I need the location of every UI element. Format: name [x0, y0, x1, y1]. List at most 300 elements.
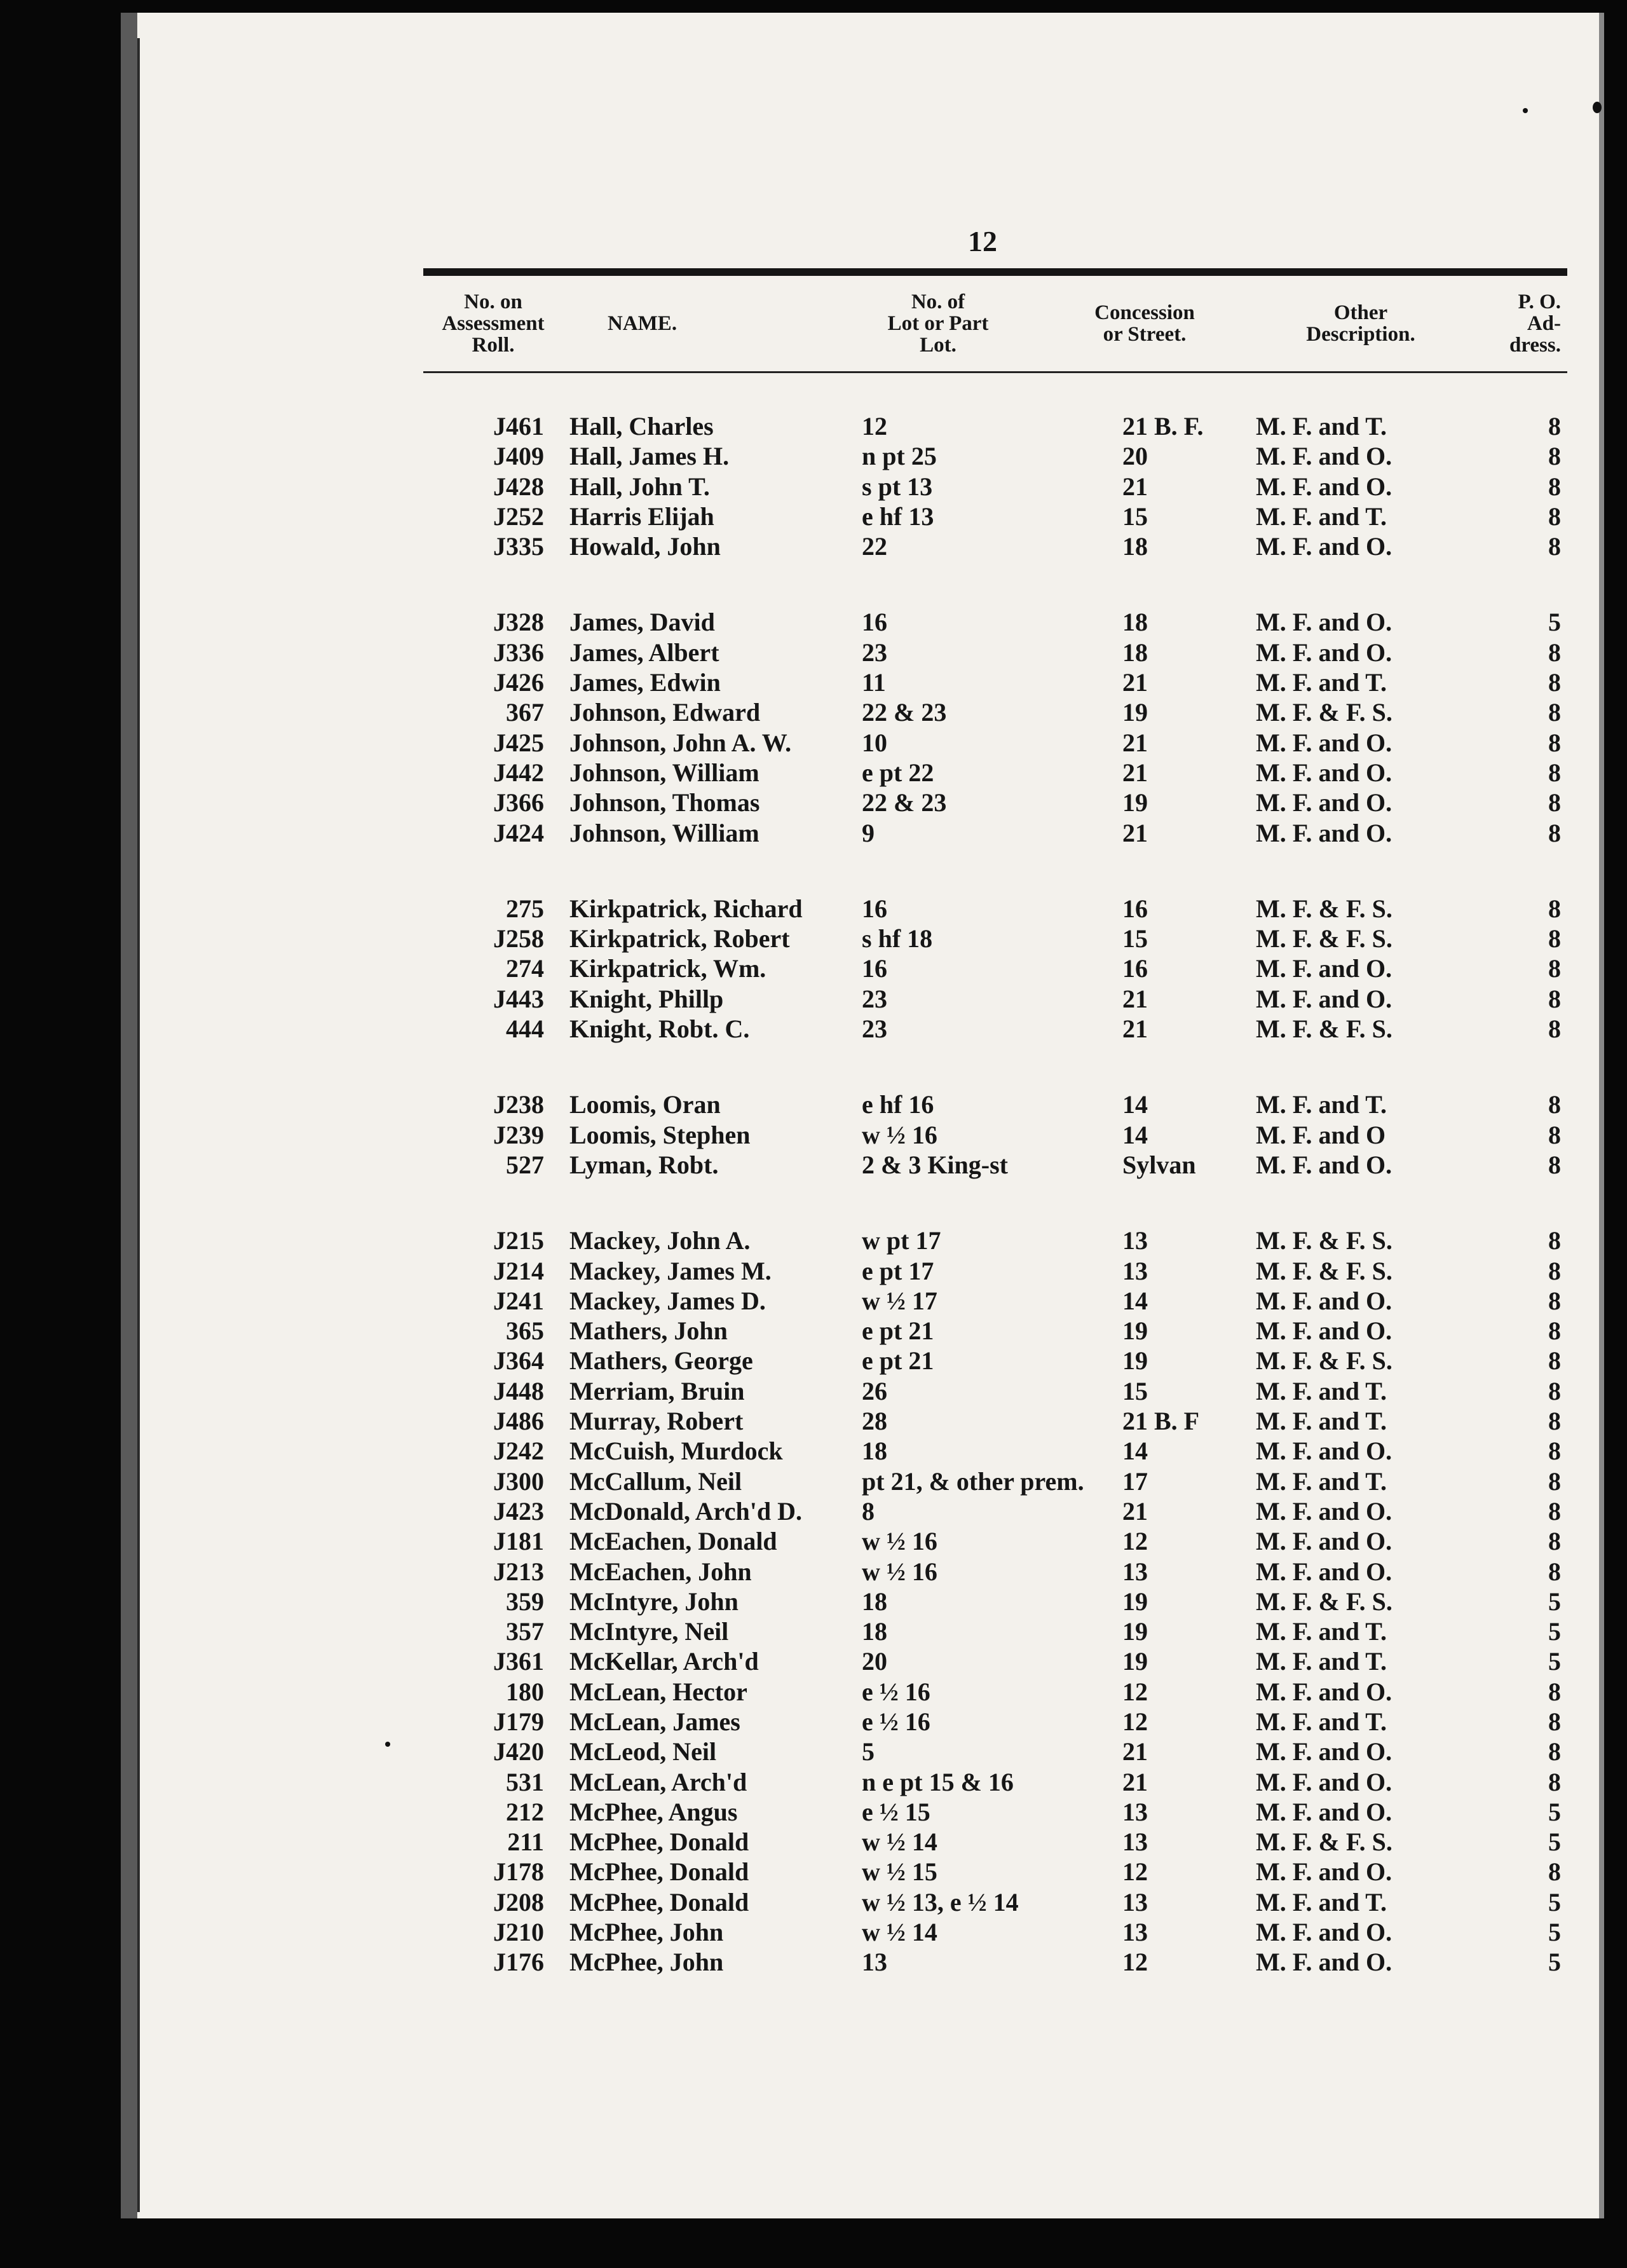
other-description: M. F. and T.: [1256, 412, 1387, 441]
table-row: [423, 1767, 1567, 1797]
other-description: M. F. & F. S.: [1256, 1346, 1392, 1376]
table-row: [423, 1014, 1567, 1044]
document-page: [121, 13, 1604, 2218]
concession: 21: [1122, 818, 1148, 847]
concession: 21 B. F: [1122, 1407, 1200, 1436]
lot-number: e pt 21: [862, 1346, 934, 1376]
po-address: 5: [1548, 1827, 1561, 1857]
concession: 13: [1122, 1256, 1148, 1285]
lot-number: 22 & 23: [862, 698, 947, 727]
owner-name: McCuish, Murdock: [569, 1437, 783, 1466]
roll-number: J178: [493, 1857, 544, 1887]
owner-name: Mathers, George: [569, 1346, 753, 1376]
other-description: M. F. and O: [1256, 1120, 1386, 1149]
lot-number: w ½ 13, e ½ 14: [862, 1887, 1019, 1916]
roll-number: J420: [493, 1737, 544, 1766]
header-name: NAME.: [608, 312, 677, 335]
po-address: 5: [1548, 1617, 1561, 1646]
owner-name: Johnson, William: [569, 758, 759, 787]
concession: 12: [1122, 1857, 1148, 1887]
table-row: [423, 758, 1567, 788]
other-description: M. F. and O.: [1256, 1918, 1392, 1947]
po-address: 8: [1548, 1346, 1561, 1376]
table-row: [423, 441, 1567, 471]
roll-number: J366: [493, 788, 544, 817]
owner-name: McIntyre, Neil: [569, 1617, 729, 1646]
roll-number: 365: [506, 1316, 544, 1346]
table-body: [423, 411, 1567, 1978]
table-row: [423, 924, 1567, 953]
roll-number: 180: [506, 1677, 544, 1706]
lot-number: w ½ 14: [862, 1918, 937, 1947]
other-description: M. F. and O.: [1256, 1527, 1392, 1556]
po-address: 5: [1548, 1918, 1561, 1947]
po-address: 8: [1548, 1014, 1561, 1044]
table-row: [423, 1150, 1567, 1180]
letter-group: [423, 894, 1567, 1044]
roll-number: J361: [493, 1647, 544, 1676]
lot-number: n e pt 15 & 16: [862, 1767, 1014, 1796]
roll-number: J238: [493, 1090, 544, 1119]
concession: 21: [1122, 728, 1148, 757]
other-description: M. F. and O.: [1256, 1797, 1392, 1826]
concession: 21 B. F.: [1122, 412, 1204, 441]
concession: 13: [1122, 1887, 1148, 1916]
po-address: 8: [1548, 698, 1561, 727]
concession: 18: [1122, 638, 1148, 667]
table-row: [423, 531, 1567, 561]
po-address: 8: [1548, 728, 1561, 757]
owner-name: McDonald, Arch'd D.: [569, 1496, 802, 1526]
po-address: 8: [1548, 1256, 1561, 1285]
roll-number: J335: [493, 532, 544, 561]
roll-number: J242: [493, 1437, 544, 1466]
owner-name: Hall, James H.: [569, 442, 730, 471]
roll-number: J424: [493, 818, 544, 847]
owner-name: McPhee, John: [569, 1918, 724, 1947]
other-description: M. F. and O.: [1256, 728, 1392, 757]
table-row: [423, 1557, 1567, 1587]
table-row: [423, 1737, 1567, 1766]
other-description: M. F. and O.: [1256, 1857, 1392, 1887]
other-description: M. F. and T.: [1256, 1376, 1387, 1405]
owner-name: Kirkpatrick, Richard: [569, 894, 803, 923]
table-row: [423, 472, 1567, 502]
lot-number: w ½ 16: [862, 1120, 937, 1149]
lot-number: e ½ 15: [862, 1797, 930, 1826]
lot-number: 11: [862, 668, 886, 697]
lot-number: w ½ 16: [862, 1527, 937, 1556]
concession: 19: [1122, 1587, 1148, 1616]
other-description: M. F. and O.: [1256, 1150, 1392, 1179]
lot-number: 22: [862, 532, 887, 561]
concession: 19: [1122, 698, 1148, 727]
owner-name: Mackey, James M.: [569, 1256, 772, 1285]
header-roll: No. on Assessment Roll.: [442, 290, 545, 357]
other-description: M. F. & F. S.: [1256, 1256, 1392, 1285]
roll-number: J426: [493, 668, 544, 697]
po-address: 8: [1548, 1767, 1561, 1796]
table-row: [423, 667, 1567, 697]
po-address: 8: [1548, 502, 1561, 531]
table-row: [423, 411, 1567, 441]
concession: 14: [1122, 1120, 1148, 1149]
owner-name: Johnson, Edward: [569, 698, 761, 727]
roll-number: J179: [493, 1707, 544, 1736]
roll-number: 274: [506, 954, 544, 983]
table-row: [423, 818, 1567, 848]
lot-number: 10: [862, 728, 887, 757]
other-description: M. F. and T.: [1256, 1407, 1387, 1436]
lot-number: 13: [862, 1948, 887, 1977]
owner-name: McEachen, John: [569, 1557, 752, 1586]
other-description: M. F. and T.: [1256, 1647, 1387, 1676]
other-description: M. F. and O.: [1256, 1948, 1392, 1977]
roll-number: 367: [506, 698, 544, 727]
table-row: [423, 502, 1567, 531]
lot-number: n pt 25: [862, 442, 937, 471]
concession: 13: [1122, 1827, 1148, 1857]
table-row: [423, 1827, 1567, 1857]
other-description: M. F. and O.: [1256, 788, 1392, 817]
owner-name: Howald, John: [569, 532, 721, 561]
table-row: [423, 1526, 1567, 1556]
table-row: [423, 1797, 1567, 1827]
roll-number: J448: [493, 1376, 544, 1405]
owner-name: Merriam, Bruin: [569, 1376, 745, 1405]
lot-number: e pt 22: [862, 758, 934, 787]
other-description: M. F. and T.: [1256, 1887, 1387, 1916]
other-description: M. F. and O.: [1256, 984, 1392, 1013]
table-row: [423, 1616, 1567, 1646]
concession: 13: [1122, 1797, 1148, 1826]
roll-number: J241: [493, 1286, 544, 1315]
owner-name: Murray, Robert: [569, 1407, 744, 1436]
binding-edge: [137, 38, 140, 2212]
owner-name: McPhee, Angus: [569, 1797, 738, 1826]
concession: 20: [1122, 442, 1148, 471]
concession: 19: [1122, 1316, 1148, 1346]
po-address: 8: [1548, 1437, 1561, 1466]
po-address: 5: [1548, 1587, 1561, 1616]
other-description: M. F. and O.: [1256, 1737, 1392, 1766]
table-row: [423, 1707, 1567, 1737]
owner-name: Loomis, Stephen: [569, 1120, 751, 1149]
po-address: 5: [1548, 608, 1561, 637]
table-row: [423, 697, 1567, 727]
owner-name: Harris Elijah: [569, 502, 714, 531]
table-row: [423, 1316, 1567, 1346]
roll-number: J336: [493, 638, 544, 667]
concession: 18: [1122, 532, 1148, 561]
po-address: 8: [1548, 1496, 1561, 1526]
owner-name: Mackey, James D.: [569, 1286, 766, 1315]
roll-number: 531: [506, 1767, 544, 1796]
other-description: M. F. and T.: [1256, 1090, 1387, 1119]
po-address: 8: [1548, 1286, 1561, 1315]
ink-speck: [1593, 102, 1602, 113]
concession: 14: [1122, 1286, 1148, 1315]
roll-number: J176: [493, 1948, 544, 1977]
table-row: [423, 607, 1567, 637]
other-description: M. F. and O.: [1256, 532, 1392, 561]
other-description: M. F. and O.: [1256, 818, 1392, 847]
table-row: [423, 1496, 1567, 1526]
po-address: 5: [1548, 1948, 1561, 1977]
other-description: M. F. and O.: [1256, 1437, 1392, 1466]
concession: 17: [1122, 1466, 1148, 1496]
po-address: 8: [1548, 668, 1561, 697]
po-address: 8: [1548, 954, 1561, 983]
table-row: [423, 894, 1567, 924]
po-address: 8: [1548, 788, 1561, 817]
po-address: 8: [1548, 412, 1561, 441]
concession: 21: [1122, 984, 1148, 1013]
concession: 19: [1122, 1647, 1148, 1676]
roll-number: J300: [493, 1466, 544, 1496]
concession: 21: [1122, 668, 1148, 697]
other-description: M. F. and O.: [1256, 472, 1392, 501]
po-address: 8: [1548, 924, 1561, 953]
concession: Sylvan: [1122, 1150, 1196, 1179]
concession: 21: [1122, 1767, 1148, 1796]
lot-number: e ½ 16: [862, 1677, 930, 1706]
lot-number: w ½ 15: [862, 1857, 937, 1887]
lot-number: 16: [862, 954, 887, 983]
concession: 12: [1122, 1527, 1148, 1556]
other-description: M. F. and T.: [1256, 1466, 1387, 1496]
other-description: M. F. and T.: [1256, 668, 1387, 697]
roll-number: J364: [493, 1346, 544, 1376]
owner-name: Lyman, Robt.: [569, 1150, 719, 1179]
po-address: 8: [1548, 1707, 1561, 1736]
owner-name: Loomis, Oran: [569, 1090, 721, 1119]
other-description: M. F. and O.: [1256, 608, 1392, 637]
po-address: 8: [1548, 1407, 1561, 1436]
lot-number: 12: [862, 412, 887, 441]
other-description: M. F. and O.: [1256, 442, 1392, 471]
po-address: 8: [1548, 1316, 1561, 1346]
roll-number: J252: [493, 502, 544, 531]
concession: 21: [1122, 1737, 1148, 1766]
concession: 16: [1122, 954, 1148, 983]
roll-number: J328: [493, 608, 544, 637]
other-description: M. F. & F. S.: [1256, 1014, 1392, 1044]
concession: 12: [1122, 1948, 1148, 1977]
table-header: [423, 276, 1567, 371]
table-row: [423, 1406, 1567, 1436]
po-address: 8: [1548, 442, 1561, 471]
owner-name: Kirkpatrick, Robert: [569, 924, 790, 953]
owner-name: McEachen, Donald: [569, 1527, 777, 1556]
table-row: [423, 1090, 1567, 1119]
letter-group: [423, 1226, 1567, 1977]
concession: 19: [1122, 1617, 1148, 1646]
roll-number: 359: [506, 1587, 544, 1616]
concession: 18: [1122, 608, 1148, 637]
concession: 14: [1122, 1437, 1148, 1466]
other-description: M. F. and O.: [1256, 1286, 1392, 1315]
table-row: [423, 1646, 1567, 1676]
lot-number: s hf 18: [862, 924, 933, 953]
concession: 21: [1122, 1014, 1148, 1044]
concession: 21: [1122, 758, 1148, 787]
header-bottom-rule: [423, 371, 1567, 373]
other-description: M. F. & F. S.: [1256, 1226, 1392, 1255]
owner-name: Hall, Charles: [569, 412, 714, 441]
owner-name: Hall, John T.: [569, 472, 710, 501]
concession: 13: [1122, 1226, 1148, 1255]
concession: 13: [1122, 1557, 1148, 1586]
other-description: M. F. and O.: [1256, 1677, 1392, 1706]
concession: 21: [1122, 1496, 1148, 1526]
letter-group: [423, 607, 1567, 847]
owner-name: Kirkpatrick, Wm.: [569, 954, 766, 983]
other-description: M. F. and O.: [1256, 1316, 1392, 1346]
header-po-address: P. O. Ad- dress.: [1509, 290, 1561, 357]
po-address: 8: [1548, 818, 1561, 847]
owner-name: Mackey, John A.: [569, 1226, 751, 1255]
lot-number: e ½ 16: [862, 1707, 930, 1736]
lot-number: 18: [862, 1617, 887, 1646]
concession: 19: [1122, 1346, 1148, 1376]
table-row: [423, 788, 1567, 817]
roll-number: J258: [493, 924, 544, 953]
lot-number: e pt 21: [862, 1316, 934, 1346]
letter-group: [423, 1090, 1567, 1180]
other-description: M. F. & F. S.: [1256, 1827, 1392, 1857]
owner-name: McLeod, Neil: [569, 1737, 717, 1766]
ink-speck: [1523, 108, 1528, 113]
roll-number: J210: [493, 1918, 544, 1947]
po-address: 5: [1548, 1887, 1561, 1916]
lot-number: w pt 17: [862, 1226, 941, 1255]
table-row: [423, 1887, 1567, 1917]
table-row: [423, 1947, 1567, 1977]
other-description: M. F. & F. S.: [1256, 698, 1392, 727]
roll-number: 212: [506, 1797, 544, 1826]
header-concession: Concession or Street.: [1094, 301, 1195, 346]
lot-number: pt 21, & other prem.: [862, 1466, 1084, 1496]
other-description: M. F. and T.: [1256, 1617, 1387, 1646]
table-row: [423, 1376, 1567, 1406]
concession: 15: [1122, 924, 1148, 953]
roll-number: J461: [493, 412, 544, 441]
roll-number: J443: [493, 984, 544, 1013]
roll-number: 275: [506, 894, 544, 923]
header-description: Other Description.: [1306, 301, 1415, 346]
lot-number: 22 & 23: [862, 788, 947, 817]
po-address: 8: [1548, 1857, 1561, 1887]
lot-number: 8: [862, 1496, 875, 1526]
other-description: M. F. & F. S.: [1256, 1587, 1392, 1616]
table-row: [423, 1466, 1567, 1496]
owner-name: James, Edwin: [569, 668, 721, 697]
po-address: 8: [1548, 1677, 1561, 1706]
owner-name: James, David: [569, 608, 715, 637]
lot-number: 28: [862, 1407, 887, 1436]
lot-number: e pt 17: [862, 1256, 934, 1285]
other-description: M. F. and T.: [1256, 502, 1387, 531]
lot-number: 23: [862, 984, 887, 1013]
table-row: [423, 638, 1567, 667]
lot-number: 18: [862, 1587, 887, 1616]
concession: 15: [1122, 1376, 1148, 1405]
other-description: M. F. and O.: [1256, 1767, 1392, 1796]
concession: 21: [1122, 472, 1148, 501]
po-address: 8: [1548, 1737, 1561, 1766]
roll-number: J208: [493, 1887, 544, 1916]
owner-name: Johnson, John A. W.: [569, 728, 792, 757]
po-address: 8: [1548, 758, 1561, 787]
concession: 13: [1122, 1918, 1148, 1947]
roll-number: 527: [506, 1150, 544, 1179]
roll-number: J213: [493, 1557, 544, 1586]
roll-number: 444: [506, 1014, 544, 1044]
lot-number: s pt 13: [862, 472, 933, 501]
po-address: 8: [1548, 472, 1561, 501]
roll-number: 357: [506, 1617, 544, 1646]
lot-number: e hf 13: [862, 502, 934, 531]
lot-number: 26: [862, 1376, 887, 1405]
po-address: 8: [1548, 1466, 1561, 1496]
roll-number: J486: [493, 1407, 544, 1436]
concession: 14: [1122, 1090, 1148, 1119]
lot-number: 18: [862, 1437, 887, 1466]
po-address: 8: [1548, 1226, 1561, 1255]
other-description: M. F. & F. S.: [1256, 894, 1392, 923]
roll-number: J425: [493, 728, 544, 757]
po-address: 8: [1548, 1120, 1561, 1149]
roll-number: J215: [493, 1226, 544, 1255]
lot-number: 2 & 3 King-st: [862, 1150, 1008, 1179]
other-description: M. F. and O.: [1256, 1557, 1392, 1586]
po-address: 5: [1548, 1797, 1561, 1826]
table-row: [423, 1286, 1567, 1316]
concession: 12: [1122, 1707, 1148, 1736]
page-number: 12: [968, 225, 997, 257]
roll-number: J239: [493, 1120, 544, 1149]
owner-name: McPhee, Donald: [569, 1857, 749, 1887]
owner-name: McLean, Hector: [569, 1677, 747, 1706]
lot-number: w ½ 16: [862, 1557, 937, 1586]
concession: 12: [1122, 1677, 1148, 1706]
po-address: 8: [1548, 1150, 1561, 1179]
owner-name: Johnson, William: [569, 818, 759, 847]
other-description: M. F. & F. S.: [1256, 924, 1392, 953]
other-description: M. F. and O.: [1256, 954, 1392, 983]
table-row: [423, 984, 1567, 1014]
table-row: [423, 1677, 1567, 1707]
owner-name: McIntyre, John: [569, 1587, 739, 1616]
lot-number: 23: [862, 638, 887, 667]
owner-name: James, Albert: [569, 638, 719, 667]
table-row: [423, 1226, 1567, 1255]
roll-number: J409: [493, 442, 544, 471]
roll-number: J181: [493, 1527, 544, 1556]
other-description: M. F. and O.: [1256, 1496, 1392, 1526]
concession: 15: [1122, 502, 1148, 531]
roll-number: J423: [493, 1496, 544, 1526]
table-row: [423, 1436, 1567, 1466]
po-address: 8: [1548, 984, 1561, 1013]
table-row: [423, 1587, 1567, 1616]
owner-name: McLean, James: [569, 1707, 740, 1736]
assessment-roll-table: [423, 222, 1567, 2023]
po-address: 8: [1548, 1376, 1561, 1405]
concession: 16: [1122, 894, 1148, 923]
other-description: M. F. and T.: [1256, 1707, 1387, 1736]
